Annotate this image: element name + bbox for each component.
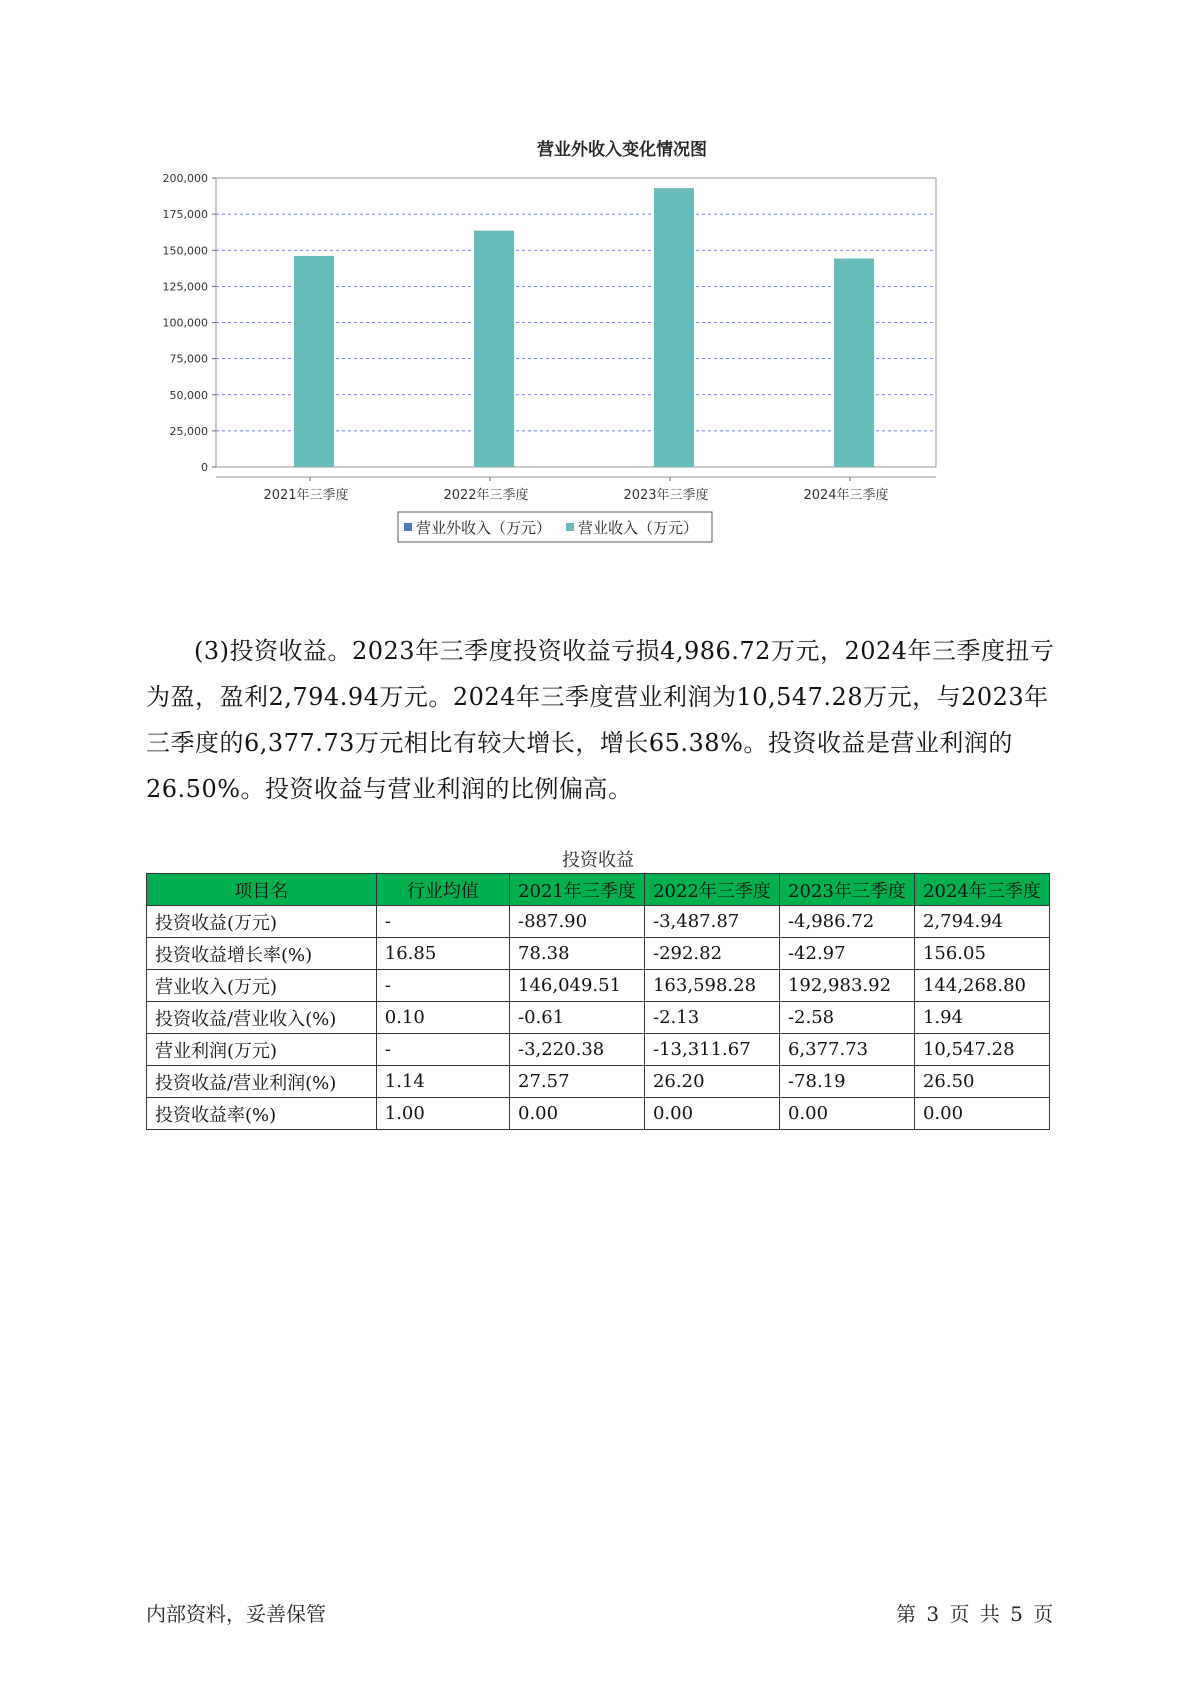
value-cell: -887.90 [510, 906, 645, 938]
value-cell: -3,487.87 [644, 906, 779, 938]
value-cell: - [376, 970, 509, 1002]
y-tick-label: 150,000 [162, 244, 208, 258]
value-cell: 192,983.92 [779, 970, 914, 1002]
header-cell: 项目名 [147, 874, 377, 906]
value-cell: 0.00 [644, 1098, 779, 1130]
y-tick-label: 200,000 [162, 172, 208, 185]
value-cell: 26.50 [914, 1066, 1049, 1098]
y-tick-label: 25,000 [169, 424, 208, 438]
value-cell: -2.58 [779, 1002, 914, 1034]
y-tick-label: 175,000 [162, 208, 208, 222]
value-cell: -2.13 [644, 1002, 779, 1034]
row-label-cell: 投资收益/营业收入(%) [147, 1002, 377, 1034]
chart-axes [163, 172, 937, 481]
value-cell: - [376, 906, 509, 938]
chart-category-labels [263, 487, 888, 503]
value-cell: 0.00 [779, 1098, 914, 1130]
row-label-cell: 投资收益(万元) [147, 906, 377, 938]
bar-1 [294, 256, 334, 467]
value-cell: 144,268.80 [914, 970, 1049, 1002]
footer-confidential-note: 内部资料，妥善保管 [146, 1602, 326, 1626]
value-cell: -292.82 [644, 938, 779, 970]
legend-swatch [404, 523, 412, 531]
value-cell: -78.19 [779, 1066, 914, 1098]
paragraph-text: (3)投资收益。2023年三季度投资收益亏损4,986.72万元，2024年三季度扭亏为盈，盈利2,794.94万元。2024年三季度营业利润为10,547.28万元，与2023年三季度的6,377.73万元相比有较大增长，增长65.38%。投资收益是营业利润的26.50%。投资收益与营业利润的比例偏高。 [146, 637, 1055, 803]
row-label-cell: 投资收益/营业利润(%) [147, 1066, 377, 1098]
table-row [147, 1098, 1050, 1130]
header-cell: 2024年三季度 [914, 874, 1049, 906]
header-cell: 2022年三季度 [644, 874, 779, 906]
value-cell: 27.57 [510, 1066, 645, 1098]
bar-4 [834, 259, 874, 467]
legend-swatch [566, 523, 574, 531]
value-cell: 26.20 [644, 1066, 779, 1098]
y-tick-label: 75,000 [169, 352, 208, 366]
value-cell: -0.61 [510, 1002, 645, 1034]
x-category-label: 2022年三季度 [443, 488, 529, 503]
table-row [147, 1066, 1050, 1098]
table-body [147, 906, 1050, 1130]
value-cell: 16.85 [376, 938, 509, 970]
value-cell: -42.97 [779, 938, 914, 970]
value-cell: 0.10 [376, 1002, 509, 1034]
bar-3 [654, 188, 694, 467]
value-cell: 1.94 [914, 1002, 1049, 1034]
chart-title: 营业外收入变化情况图 [537, 140, 707, 160]
row-label-cell: 投资收益增长率(%) [147, 938, 377, 970]
table-row [147, 1002, 1050, 1034]
value-cell: 6,377.73 [779, 1034, 914, 1066]
chart-legend [398, 512, 712, 542]
value-cell: 1.14 [376, 1066, 509, 1098]
y-tick-label: 100,000 [162, 316, 208, 330]
value-cell: 78.38 [510, 938, 645, 970]
x-category-label: 2024年三季度 [803, 488, 889, 503]
chart-bars [294, 188, 874, 467]
investment-income-table [146, 873, 1050, 1130]
row-label-cell: 营业收入(万元) [147, 970, 377, 1002]
value-cell: 10,547.28 [914, 1034, 1049, 1066]
table-row [147, 1034, 1050, 1066]
revenue-chart [160, 140, 1020, 600]
legend-label: 营业外收入（万元） [416, 519, 552, 537]
chart-canvas [160, 140, 1020, 600]
value-cell: 0.00 [914, 1098, 1049, 1130]
header-cell: 2023年三季度 [779, 874, 914, 906]
value-cell: -13,311.67 [644, 1034, 779, 1066]
y-tick-label: 0 [201, 461, 208, 474]
table-row [147, 938, 1050, 970]
value-cell: - [376, 1034, 509, 1066]
value-cell: 2,794.94 [914, 906, 1049, 938]
value-cell: 0.00 [510, 1098, 645, 1130]
table-row [147, 906, 1050, 938]
header-cell: 2021年三季度 [510, 874, 645, 906]
x-category-label: 2021年三季度 [263, 488, 349, 503]
value-cell: 163,598.28 [644, 970, 779, 1002]
header-cell: 行业均值 [376, 874, 509, 906]
value-cell: 146,049.51 [510, 970, 645, 1002]
footer-page-number: 第 3 页 共 5 页 [896, 1602, 1054, 1626]
x-category-label: 2023年三季度 [623, 488, 709, 503]
y-tick-label: 125,000 [162, 280, 208, 294]
value-cell: 1.00 [376, 1098, 509, 1130]
table-header-row [147, 874, 1050, 906]
y-tick-label: 50,000 [169, 388, 208, 402]
row-label-cell: 投资收益率(%) [147, 1098, 377, 1130]
value-cell: -4,986.72 [779, 906, 914, 938]
value-cell: 156.05 [914, 938, 1049, 970]
legend-label: 营业收入（万元） [578, 519, 699, 537]
bar-2 [474, 231, 514, 467]
table-row [147, 970, 1050, 1002]
value-cell: -3,220.38 [510, 1034, 645, 1066]
investment-income-paragraph [146, 628, 1066, 812]
row-label-cell: 营业利润(万元) [147, 1034, 377, 1066]
table-caption: 投资收益 [562, 850, 634, 871]
